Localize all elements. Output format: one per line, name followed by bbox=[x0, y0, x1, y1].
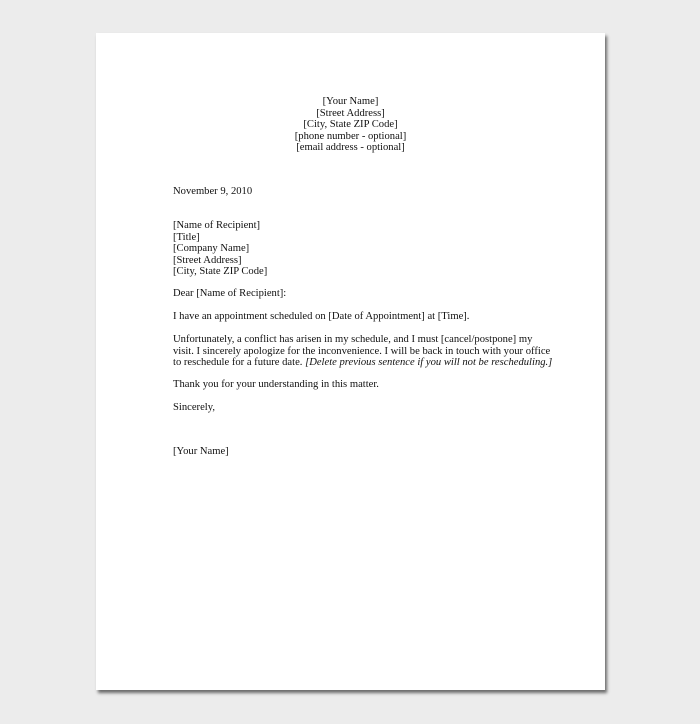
sender-city: [City, State ZIP Code] bbox=[303, 119, 398, 130]
closing: Sincerely, bbox=[173, 402, 215, 413]
signature-name: [Your Name] bbox=[173, 446, 229, 457]
paragraph-2 bbox=[173, 334, 552, 369]
sender-block bbox=[96, 96, 605, 154]
paragraph-2-line-1: Unfortunately, a conflict has arisen in my schedule, and I must [cancel/postpone] my bbox=[173, 334, 533, 345]
paragraph-1: I have an appointment scheduled on [Date of Appointment] at [Time]. bbox=[173, 311, 470, 322]
letter-date: November 9, 2010 bbox=[173, 186, 253, 197]
sender-street: [Street Address] bbox=[316, 107, 385, 119]
paragraph-2-line-3: to reschedule for a future date. bbox=[173, 357, 306, 368]
recipient-title: [Title] bbox=[173, 231, 200, 243]
recipient-city: [City, State ZIP Code] bbox=[173, 266, 268, 277]
sender-phone: [phone number - optional] bbox=[294, 130, 407, 142]
sender-name: [Your Name] bbox=[322, 96, 379, 107]
letter-page bbox=[96, 33, 605, 690]
recipient-block bbox=[173, 220, 267, 278]
recipient-name: [Name of Recipient] bbox=[173, 220, 261, 231]
recipient-street: [Street Address] bbox=[173, 254, 242, 266]
paragraph-3: Thank you for your understanding in this matter. bbox=[173, 379, 379, 390]
sender-email: [email address - optional] bbox=[296, 142, 405, 153]
paragraph-2-line-2: visit. I sincerely apologize for the inconvenience. I will be back in touch with your office bbox=[173, 345, 551, 357]
salutation: Dear [Name of Recipient]: bbox=[173, 288, 287, 299]
recipient-company: [Company Name] bbox=[173, 243, 250, 254]
editor-note: [Delete previous sentence if you will not be rescheduling.] bbox=[305, 357, 553, 368]
